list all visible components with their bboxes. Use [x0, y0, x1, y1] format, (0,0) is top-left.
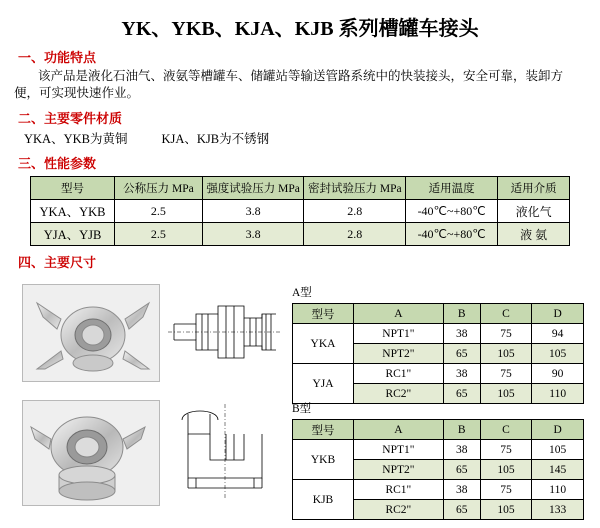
a-r0-c4: 94	[532, 324, 584, 344]
perf-r1-c0: YJA、YJB	[31, 223, 115, 246]
section-heading-performance: 三、性能参数	[18, 156, 97, 171]
materials-line	[24, 129, 600, 147]
b-r2-c1: RC1"	[354, 480, 444, 500]
perf-header-4: 适用温度	[406, 177, 498, 200]
a-r1-c3: 105	[480, 344, 532, 364]
performance-table	[30, 176, 570, 246]
a-r0-c3: 75	[480, 324, 532, 344]
table-row	[293, 364, 584, 384]
a-r2-c3: 75	[480, 364, 532, 384]
table-header-row	[293, 304, 584, 324]
drawing-coupling-a	[166, 284, 284, 380]
a-r1-c4: 105	[532, 344, 584, 364]
perf-header-2: 强度试验压力 MPa	[202, 177, 304, 200]
b-r0-c2: 38	[443, 440, 480, 460]
a-r3-c2: 65	[443, 384, 480, 404]
coupling-a-photo-art	[23, 285, 159, 381]
b-header-1: A	[354, 420, 444, 440]
perf-header-0: 型号	[31, 177, 115, 200]
b-r0-c4: 105	[532, 440, 584, 460]
document-page	[0, 12, 600, 528]
b-r1-c2: 65	[443, 460, 480, 480]
table-row	[293, 440, 584, 460]
coupling-b-line-drawing	[166, 400, 284, 504]
perf-r1-c4: -40℃~+80℃	[406, 223, 498, 246]
b-header-2: B	[443, 420, 480, 440]
drawing-coupling-b	[166, 400, 284, 504]
a-r1-c1: NPT2"	[354, 344, 444, 364]
perf-r1-c1: 2.5	[115, 223, 203, 246]
perf-r0-c0: YKA、YKB	[31, 200, 115, 223]
perf-r0-c5: 液化气	[498, 200, 570, 223]
type-b-table	[292, 419, 584, 520]
table-row	[293, 480, 584, 500]
b-r3-c3: 105	[480, 500, 532, 520]
section-heading-dimensions: 四、主要尺寸	[18, 255, 97, 270]
perf-r0-c1: 2.5	[115, 200, 203, 223]
type-a-block	[292, 284, 584, 404]
a-r3-c3: 105	[480, 384, 532, 404]
b-model-1: KJB	[293, 480, 354, 520]
b-model-0: YKB	[293, 440, 354, 480]
coupling-a-line-drawing	[166, 284, 284, 380]
b-r0-c3: 75	[480, 440, 532, 460]
a-r2-c4: 90	[532, 364, 584, 384]
table-row	[293, 324, 584, 344]
photo-coupling-b	[22, 400, 160, 506]
perf-r1-c5: 液 氨	[498, 223, 570, 246]
section-heading-features: 一、功能特点	[18, 50, 97, 65]
a-r2-c1: RC1"	[354, 364, 444, 384]
perf-header-5: 适用介质	[498, 177, 570, 200]
type-b-block	[292, 400, 584, 520]
perf-r0-c4: -40℃~+80℃	[406, 200, 498, 223]
b-header-3: C	[480, 420, 532, 440]
a-r0-c2: 38	[443, 324, 480, 344]
perf-r1-c3: 2.8	[304, 223, 406, 246]
a-r1-c2: 65	[443, 344, 480, 364]
table-row	[31, 223, 570, 246]
a-header-4: D	[532, 304, 584, 324]
a-header-0: 型号	[293, 304, 354, 324]
a-r3-c4: 110	[532, 384, 584, 404]
b-r2-c2: 38	[443, 480, 480, 500]
type-a-label: A型	[292, 287, 312, 299]
table-row	[31, 200, 570, 223]
material-steel: KJA、KJB为不锈钢	[161, 132, 270, 146]
b-r0-c1: NPT1"	[354, 440, 444, 460]
table-header-row	[293, 420, 584, 440]
type-b-label: B型	[292, 403, 312, 415]
type-a-table	[292, 303, 584, 404]
a-r0-c1: NPT1"	[354, 324, 444, 344]
a-model-0: YKA	[293, 324, 354, 364]
b-r3-c1: RC2"	[354, 500, 444, 520]
a-r3-c1: RC2"	[354, 384, 444, 404]
a-header-3: C	[480, 304, 532, 324]
table-header-row	[31, 177, 570, 200]
b-header-4: D	[532, 420, 584, 440]
a-header-1: A	[354, 304, 444, 324]
b-r3-c2: 65	[443, 500, 480, 520]
coupling-b-photo-art	[23, 401, 159, 505]
perf-header-1: 公称压力 MPa	[115, 177, 203, 200]
perf-r0-c2: 3.8	[202, 200, 304, 223]
perf-r0-c3: 2.8	[304, 200, 406, 223]
b-header-0: 型号	[293, 420, 354, 440]
b-r1-c3: 105	[480, 460, 532, 480]
section-heading-materials: 二、主要零件材质	[18, 111, 123, 126]
a-r2-c2: 38	[443, 364, 480, 384]
b-r1-c1: NPT2"	[354, 460, 444, 480]
b-r1-c4: 145	[532, 460, 584, 480]
a-header-2: B	[443, 304, 480, 324]
perf-header-3: 密封试验压力 MPa	[304, 177, 406, 200]
material-brass: YKA、YKB为黄铜	[24, 132, 128, 146]
section-body-features: 该产品是液化石油气、液氨等槽罐车、储罐站等输送管路系统中的快装接头，安全可靠，装卸方便，可实现快速作业。	[14, 69, 564, 100]
b-r3-c4: 133	[532, 500, 584, 520]
perf-r1-c2: 3.8	[202, 223, 304, 246]
b-r2-c3: 75	[480, 480, 532, 500]
page-title: YK、YKB、KJA、KJB 系列槽罐车接头	[121, 18, 479, 40]
photo-coupling-a	[22, 284, 160, 382]
a-model-1: YJA	[293, 364, 354, 404]
b-r2-c4: 110	[532, 480, 584, 500]
